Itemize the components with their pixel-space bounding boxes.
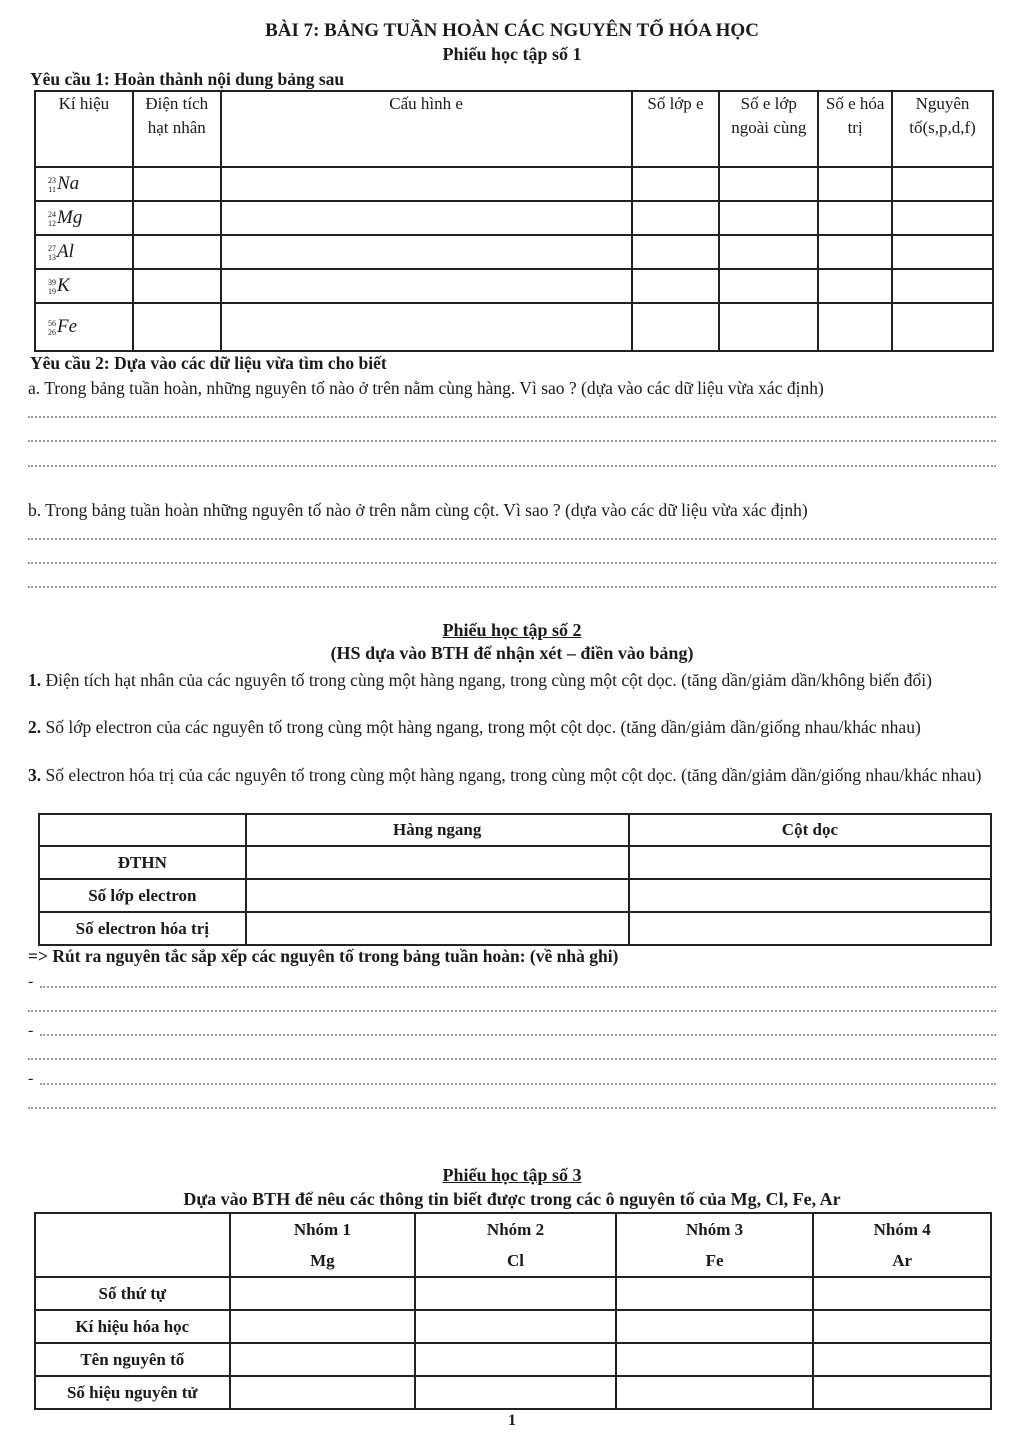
element-symbol: 24 12Mg: [35, 201, 133, 235]
answer-line[interactable]: [28, 1058, 996, 1060]
table-row: [35, 1343, 991, 1376]
requirement-2: Yêu cầu 2: Dựa vào các dữ liệu vừa tìm cho biết: [30, 353, 387, 373]
row-label: Tên nguyên tố: [35, 1343, 230, 1376]
answer-cell[interactable]: [813, 1310, 991, 1343]
answer-cell[interactable]: [616, 1343, 814, 1376]
sheet2-item-3: 3. Số electron hóa trị của các nguyên tố trong cùng một hàng ngang, trong cùng một cột dọc. (tăng dần/giảm dần/giống nhau/khác nhau): [28, 765, 982, 785]
answer-line[interactable]: [40, 1034, 996, 1036]
header-block: Nguyên tố(s,p,d,f): [892, 91, 993, 167]
answer-cell[interactable]: [415, 1376, 616, 1409]
table-row: [35, 235, 993, 269]
answer-cell[interactable]: [719, 167, 818, 201]
answer-cell[interactable]: [221, 269, 632, 303]
answer-cell[interactable]: [632, 167, 720, 201]
answer-cell[interactable]: [813, 1343, 991, 1376]
element-symbol: 23 11Na: [35, 167, 133, 201]
table-row: [35, 201, 993, 235]
answer-cell[interactable]: [892, 235, 993, 269]
header-valence-electrons: Số e hóa trị: [818, 91, 892, 167]
element-symbol: 56 26Fe: [35, 303, 133, 351]
answer-line[interactable]: [28, 562, 996, 564]
answer-cell[interactable]: [629, 879, 991, 912]
answer-cell[interactable]: [221, 201, 632, 235]
question-b: b. Trong bảng tuần hoàn những nguyên tố nào ở trên nằm cùng cột. Vì sao ? (dựa vào các dữ liệu vừa xác định): [28, 500, 808, 520]
conclusion: => Rút ra nguyên tắc sắp xếp các nguyên tố trong bảng tuần hoàn: (về nhà ghi): [28, 946, 619, 966]
answer-cell[interactable]: [230, 1343, 416, 1376]
answer-cell[interactable]: [892, 201, 993, 235]
row-label: Số hiệu nguyên tử: [35, 1376, 230, 1409]
element-symbol: 27 13Al: [35, 235, 133, 269]
answer-line[interactable]: [40, 1083, 996, 1085]
answer-cell[interactable]: [221, 167, 632, 201]
dash-marker: -: [28, 973, 34, 990]
answer-cell[interactable]: [230, 1310, 416, 1343]
answer-cell[interactable]: [632, 303, 720, 351]
answer-cell[interactable]: [246, 846, 629, 879]
row-label: Số electron hóa trị: [39, 912, 246, 945]
answer-line[interactable]: [40, 986, 996, 988]
sheet2-item-1: 1. Điện tích hạt nhân của các nguyên tố trong cùng một hàng ngang, trong cùng một cột dọc. (tăng dần/giảm dần/không biến đổi): [28, 670, 932, 690]
row-label: Số thứ tự: [35, 1277, 230, 1310]
table-row: [39, 846, 991, 879]
header-outer-electrons: Số e lớp ngoài cùng: [719, 91, 818, 167]
group-header: Nhóm 3 Fe: [616, 1213, 814, 1277]
answer-cell[interactable]: [133, 303, 221, 351]
answer-cell[interactable]: [818, 235, 892, 269]
sheet2-item-2: 2. Số lớp electron của các nguyên tố trong cùng một hàng ngang, trong một cột dọc. (tăng dần/giảm dần/giống nhau/khác nhau): [28, 717, 921, 737]
answer-cell[interactable]: [892, 269, 993, 303]
answer-cell[interactable]: [221, 235, 632, 269]
answer-cell[interactable]: [415, 1343, 616, 1376]
table-row: [35, 303, 993, 351]
answer-cell[interactable]: [246, 912, 629, 945]
answer-cell[interactable]: [818, 201, 892, 235]
answer-cell[interactable]: [616, 1277, 814, 1310]
sheet3-title: Phiếu học tập số 3: [442, 1165, 582, 1185]
blank-header-cell: [35, 1213, 230, 1277]
answer-cell[interactable]: [719, 303, 818, 351]
table-row: [35, 1310, 991, 1343]
answer-cell[interactable]: [632, 235, 720, 269]
answer-cell[interactable]: [221, 303, 632, 351]
header-symbol: Kí hiệu: [35, 91, 133, 167]
answer-cell[interactable]: [415, 1310, 616, 1343]
table-row: [35, 269, 993, 303]
row-label: Kí hiệu hóa học: [35, 1310, 230, 1343]
element-info-table: [34, 1212, 992, 1410]
answer-cell[interactable]: [813, 1277, 991, 1310]
sheet1-title: Phiếu học tập số 1: [442, 44, 582, 64]
answer-cell[interactable]: [818, 167, 892, 201]
table-row: [39, 879, 991, 912]
header-row-trend: Hàng ngang: [246, 814, 629, 846]
header-electron-config: Cấu hình e: [221, 91, 632, 167]
answer-cell[interactable]: [632, 269, 720, 303]
answer-cell[interactable]: [818, 303, 892, 351]
answer-line[interactable]: [28, 465, 996, 467]
answer-cell[interactable]: [616, 1376, 814, 1409]
table-row: [35, 1376, 991, 1409]
answer-cell[interactable]: [230, 1376, 416, 1409]
trend-table: [38, 813, 992, 946]
page-title: BÀI 7: BẢNG TUẦN HOÀN CÁC NGUYÊN TỐ HÓA HỌC: [265, 20, 759, 41]
answer-line[interactable]: [28, 416, 996, 418]
group-header: Nhóm 2 Cl: [415, 1213, 616, 1277]
header-column-trend: Cột dọc: [629, 814, 991, 846]
answer-cell[interactable]: [133, 269, 221, 303]
answer-line[interactable]: [28, 586, 996, 588]
answer-cell[interactable]: [616, 1310, 814, 1343]
answer-cell[interactable]: [892, 303, 993, 351]
element-table: [34, 90, 994, 352]
page-number: 1: [508, 1412, 516, 1429]
dash-marker: -: [28, 1070, 34, 1087]
requirement-1: Yêu cầu 1: Hoàn thành nội dung bảng sau: [30, 69, 345, 89]
answer-cell[interactable]: [629, 912, 991, 945]
answer-line[interactable]: [28, 538, 996, 540]
table-row: [35, 1277, 991, 1310]
answer-cell[interactable]: [629, 846, 991, 879]
table-row: [39, 912, 991, 945]
table-row: [35, 167, 993, 201]
answer-cell[interactable]: [230, 1277, 416, 1310]
row-label: Số lớp electron: [39, 879, 246, 912]
row-label: ĐTHN: [39, 846, 246, 879]
answer-cell[interactable]: [892, 167, 993, 201]
blank-header-cell: [39, 814, 246, 846]
header-shells: Số lớp e: [632, 91, 720, 167]
question-a: a. Trong bảng tuần hoàn, những nguyên tố nào ở trên nằm cùng hàng. Vì sao ? (dựa vào các dữ liệu vừa xác định): [28, 378, 824, 398]
answer-cell[interactable]: [719, 235, 818, 269]
answer-cell[interactable]: [719, 269, 818, 303]
sheet2-title: Phiếu học tập số 2: [442, 620, 582, 640]
group-header: Nhóm 4 Ar: [813, 1213, 991, 1277]
sheet2-subtitle: (HS dựa vào BTH để nhận xét – điền vào bảng): [330, 643, 694, 663]
dash-marker: -: [28, 1022, 34, 1039]
sheet3-subtitle: Dựa vào BTH để nêu các thông tin biết được trong các ô nguyên tố của Mg, Cl, Fe, Ar: [183, 1189, 841, 1209]
answer-cell[interactable]: [415, 1277, 616, 1310]
answer-line[interactable]: [28, 1010, 996, 1012]
answer-cell[interactable]: [133, 235, 221, 269]
answer-cell[interactable]: [818, 269, 892, 303]
answer-cell[interactable]: [133, 167, 221, 201]
answer-line[interactable]: [28, 1107, 996, 1109]
group-header: Nhóm 1 Mg: [230, 1213, 416, 1277]
element-symbol: 39 19K: [35, 269, 133, 303]
answer-cell[interactable]: [632, 201, 720, 235]
answer-cell[interactable]: [719, 201, 818, 235]
answer-cell[interactable]: [813, 1376, 991, 1409]
answer-cell[interactable]: [133, 201, 221, 235]
answer-line[interactable]: [28, 440, 996, 442]
answer-cell[interactable]: [246, 879, 629, 912]
header-nuclear-charge: Điện tích hạt nhân: [133, 91, 221, 167]
